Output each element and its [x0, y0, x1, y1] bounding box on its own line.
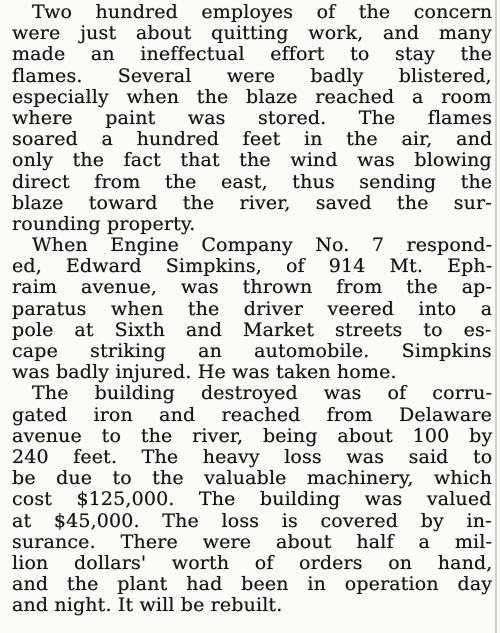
article-line: gated iron and reached from Delaware: [12, 403, 493, 426]
article-line: direct from the east, thus sending the: [12, 170, 493, 193]
article-line: made an ineffectual effort to stay the: [12, 43, 493, 66]
article-line: were just about quitting work, and many: [12, 22, 492, 45]
article-line: Two hundred employes of the concern: [32, 1, 493, 23]
column-edge: [495, 0, 497, 633]
article-line: and night. It will be rebuilt.: [12, 594, 283, 617]
article-line: surance. There were about half a mil-: [12, 530, 493, 553]
article-line: paratus when the driver veered into a: [12, 297, 493, 320]
article-line: soared a hundred feet in the air, and: [12, 128, 493, 151]
article-line: only the fact that the wind was blowing: [12, 149, 492, 172]
article-line: be due to the valuable machinery, which: [12, 467, 493, 490]
article-line: raim avenue, was thrown from the ap-: [12, 276, 493, 299]
article-line: cost $125,000. The building was valued: [12, 488, 492, 511]
article-line: lion dollars' worth of orders on hand,: [12, 551, 493, 574]
article-line: When Engine Company No. 7 respond-: [32, 234, 493, 257]
article-line: rounding property.: [12, 212, 196, 235]
article-line: especially when the blaze reached a room: [12, 85, 492, 108]
article-line: ed, Edward Simpkins, of 914 Mt. Eph-: [12, 255, 493, 278]
article-line: where paint was stored. The flames: [12, 106, 493, 129]
article-line: cape striking an automobile. Simpkins: [12, 340, 492, 362]
article-line: and the plant had been in operation day: [12, 573, 493, 596]
article-line: pole at Sixth and Market streets to es-: [12, 318, 492, 341]
article-line: The building destroyed was of corru-: [32, 382, 493, 405]
article-line: blaze toward the river, saved the sur-: [12, 191, 492, 214]
article-line: was badly injured. He was taken home.: [12, 361, 397, 384]
article-line: avenue to the river, being about 100 by: [12, 424, 493, 447]
article-line: at $45,000. The loss is covered by in-: [12, 509, 492, 532]
article-line: flames. Several were badly blistered,: [12, 64, 492, 87]
article-line: 240 feet. The heavy loss was said to: [12, 445, 493, 468]
article-column: [12, 2, 492, 616]
